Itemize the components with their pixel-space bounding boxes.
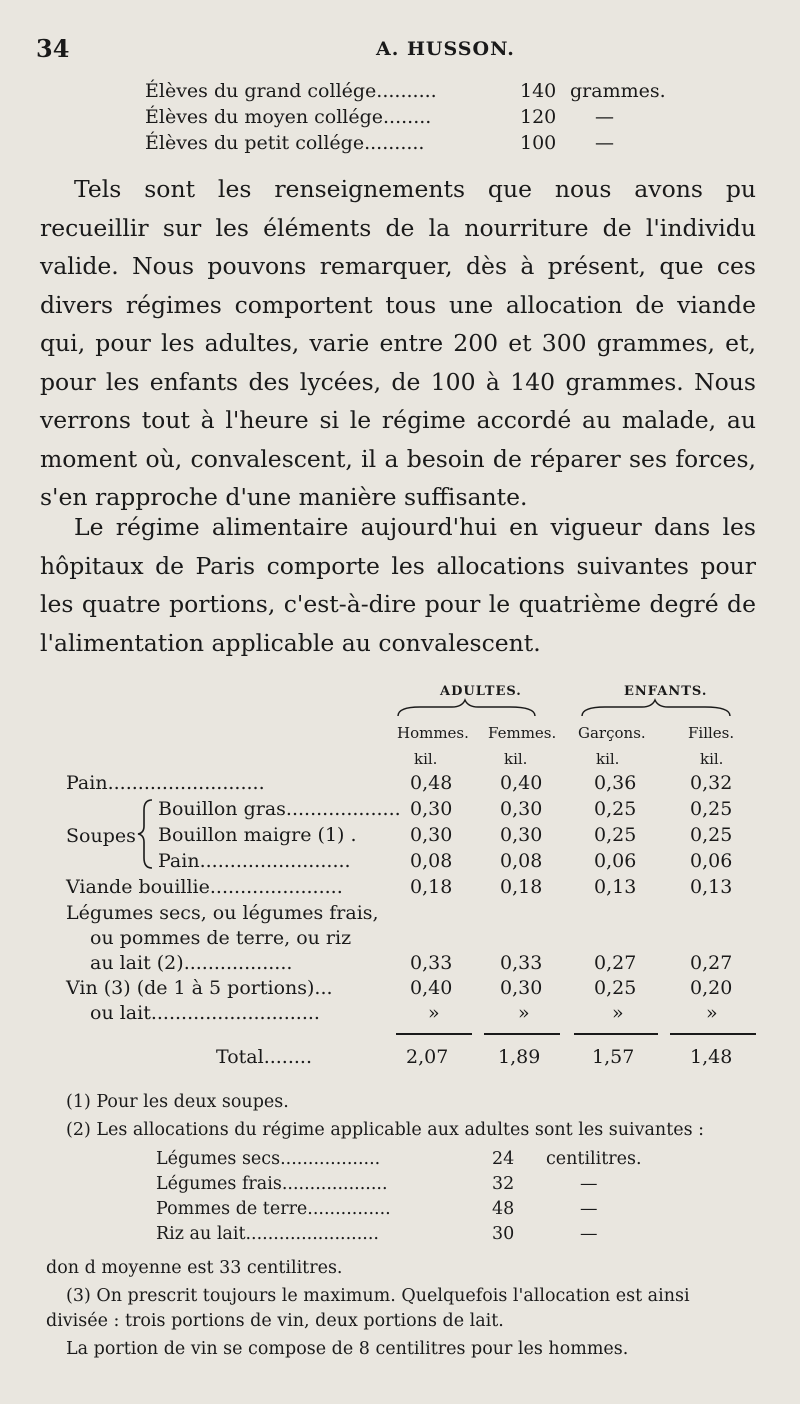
column-header-hommes: Hommes. <box>397 724 469 742</box>
intro-list-label: Élèves du petit collége <box>145 132 365 154</box>
cell-filles: 0,20 <box>690 977 733 999</box>
table-row-label: Viande bouillie...................... <box>66 876 343 898</box>
total-rule <box>670 1033 756 1035</box>
cell-garcons: 0,25 <box>594 977 637 999</box>
table-row-label: ou lait............................ <box>90 1002 320 1024</box>
cell-garcons: 0,25 <box>594 798 637 820</box>
cell-garcons: 0,27 <box>594 952 637 974</box>
intro-list-label: Élèves du grand collége <box>145 80 377 102</box>
leader-dots: .......... <box>364 132 425 154</box>
cell-filles: » <box>706 1002 718 1024</box>
total-rule <box>396 1033 472 1035</box>
unit-label: kil. <box>596 750 620 768</box>
cell-hommes: 0,18 <box>410 876 453 898</box>
column-header-garcons: Garçons. <box>578 724 646 742</box>
running-head: A. HUSSON. <box>376 38 515 60</box>
footnote-2-end: don d moyenne est 33 centilitres. <box>46 1258 343 1278</box>
cell-hommes: 0,40 <box>410 977 453 999</box>
cell-filles: 0,06 <box>690 850 733 872</box>
intro-list-unit: grammes. <box>570 80 666 102</box>
footnote-2-unit: — <box>580 1199 598 1219</box>
cell-hommes: 0,33 <box>410 952 453 974</box>
total-garcons: 1,57 <box>592 1046 635 1068</box>
group-header-children: ENFANTS. <box>624 684 708 699</box>
paragraph-1-text: Tels sont les renseignements que nous avons pu recueillir sur les éléments de la nourriture de l'individu valide. Nous pouvons remarquer, dès à présent, que ces divers régimes comportent tous une allocation de viande qui, pour les adultes, varie entre 200 et 300 grammes, et, pour les enfants des lycées, de 100 à 140 grammes. Nous verrons tout à l'heure si le régime accordé au malade, au moment où, convalescent, il a besoin de réparer ses forces, s'en rapproche d'une manière suffisante. <box>40 175 756 511</box>
cell-garcons: 0,13 <box>594 876 637 898</box>
cell-garcons: 0,06 <box>594 850 637 872</box>
footnote-2-value: 48 <box>492 1199 515 1219</box>
cell-hommes: » <box>428 1002 440 1024</box>
unit-label: kil. <box>504 750 528 768</box>
cell-femmes: 0,33 <box>500 952 543 974</box>
intro-list-label: Élèves du moyen collége <box>145 106 383 128</box>
cell-femmes: 0,08 <box>500 850 543 872</box>
intro-list-unit: — <box>595 106 614 128</box>
total-rule <box>484 1033 560 1035</box>
cell-filles: 0,25 <box>690 824 733 846</box>
footnote-2-unit: centilitres. <box>546 1149 642 1169</box>
cell-hommes: 0,30 <box>410 798 453 820</box>
cell-femmes: 0,18 <box>500 876 543 898</box>
unit-label: kil. <box>414 750 438 768</box>
group-header-adults: ADULTES. <box>440 684 522 699</box>
footnote-last: La portion de vin se compose de 8 centilitres pour les hommes. <box>66 1339 629 1359</box>
footnote-2-unit: — <box>580 1174 598 1194</box>
page-number: 34 <box>36 34 70 63</box>
cell-hommes: 0,48 <box>410 772 453 794</box>
intro-list-unit: — <box>595 132 614 154</box>
footnote-2-value: 30 <box>492 1224 515 1244</box>
total-hommes: 2,07 <box>406 1046 449 1068</box>
table-row-label: Pain......................... <box>158 850 351 872</box>
column-header-filles: Filles. <box>688 724 735 742</box>
footnote-2-item: Riz au lait........................ <box>156 1224 379 1244</box>
column-header-femmes: Femmes. <box>488 724 557 742</box>
footnote-2: (2) Les allocations du régime applicable aux adultes sont les suivantes : <box>66 1120 705 1140</box>
leader-dots: ........ <box>383 106 432 128</box>
table-row-label: ou pommes de terre, ou riz <box>90 927 352 949</box>
table-row-label: Bouillon gras................... <box>158 798 401 820</box>
cell-femmes: » <box>518 1002 530 1024</box>
intro-list-value: 120 <box>520 106 557 128</box>
table-row-label: Légumes secs, ou légumes frais, <box>66 902 379 924</box>
footnote-2-value: 32 <box>492 1174 515 1194</box>
table-row-label: Bouillon maigre (1) . <box>158 824 357 846</box>
footnote-2-item: Pommes de terre............... <box>156 1199 391 1219</box>
cell-femmes: 0,30 <box>500 798 543 820</box>
cell-filles: 0,32 <box>690 772 733 794</box>
cell-femmes: 0,30 <box>500 977 543 999</box>
footnote-2-item: Légumes secs.................. <box>156 1149 381 1169</box>
total-label: Total........ <box>216 1046 313 1068</box>
footnote-3: (3) On prescrit toujours le maximum. Quelquefois l'allocation est ainsi <box>66 1286 690 1306</box>
footnote-1: (1) Pour les deux soupes. <box>66 1092 289 1112</box>
leader-dots: .......... <box>376 80 437 102</box>
cell-filles: 0,27 <box>690 952 733 974</box>
table-row-label: au lait (2).................. <box>90 952 293 974</box>
cell-hommes: 0,08 <box>410 850 453 872</box>
cell-hommes: 0,30 <box>410 824 453 846</box>
cell-femmes: 0,30 <box>500 824 543 846</box>
table-row-label: Pain.......................... <box>66 772 265 794</box>
cell-femmes: 0,40 <box>500 772 543 794</box>
cell-garcons: 0,36 <box>594 772 637 794</box>
cell-filles: 0,25 <box>690 798 733 820</box>
paragraph-2-text: Le régime alimentaire aujourd'hui en vigueur dans les hôpitaux de Paris comporte les allocations suivantes pour les quatre portions, c'est-à-dire pour le quatrième degré de l'alimentation applicable au convalescent. <box>40 513 756 657</box>
intro-list-value: 100 <box>520 132 557 154</box>
unit-label: kil. <box>700 750 724 768</box>
intro-list-value: 140 <box>520 80 557 102</box>
footnote-2-value: 24 <box>492 1149 515 1169</box>
table-row-label: Vin (3) (de 1 à 5 portions)... <box>66 977 333 999</box>
total-femmes: 1,89 <box>498 1046 541 1068</box>
cell-garcons: » <box>612 1002 624 1024</box>
footnote-2-unit: — <box>580 1224 598 1244</box>
total-rule <box>574 1033 658 1035</box>
total-filles: 1,48 <box>690 1046 733 1068</box>
cell-filles: 0,13 <box>690 876 733 898</box>
cell-garcons: 0,25 <box>594 824 637 846</box>
footnote-3-cont: divisée : trois portions de vin, deux portions de lait. <box>46 1311 504 1331</box>
soupes-brace <box>136 798 156 870</box>
footnote-2-item: Légumes frais................... <box>156 1174 388 1194</box>
soupes-label: Soupes <box>66 825 136 847</box>
